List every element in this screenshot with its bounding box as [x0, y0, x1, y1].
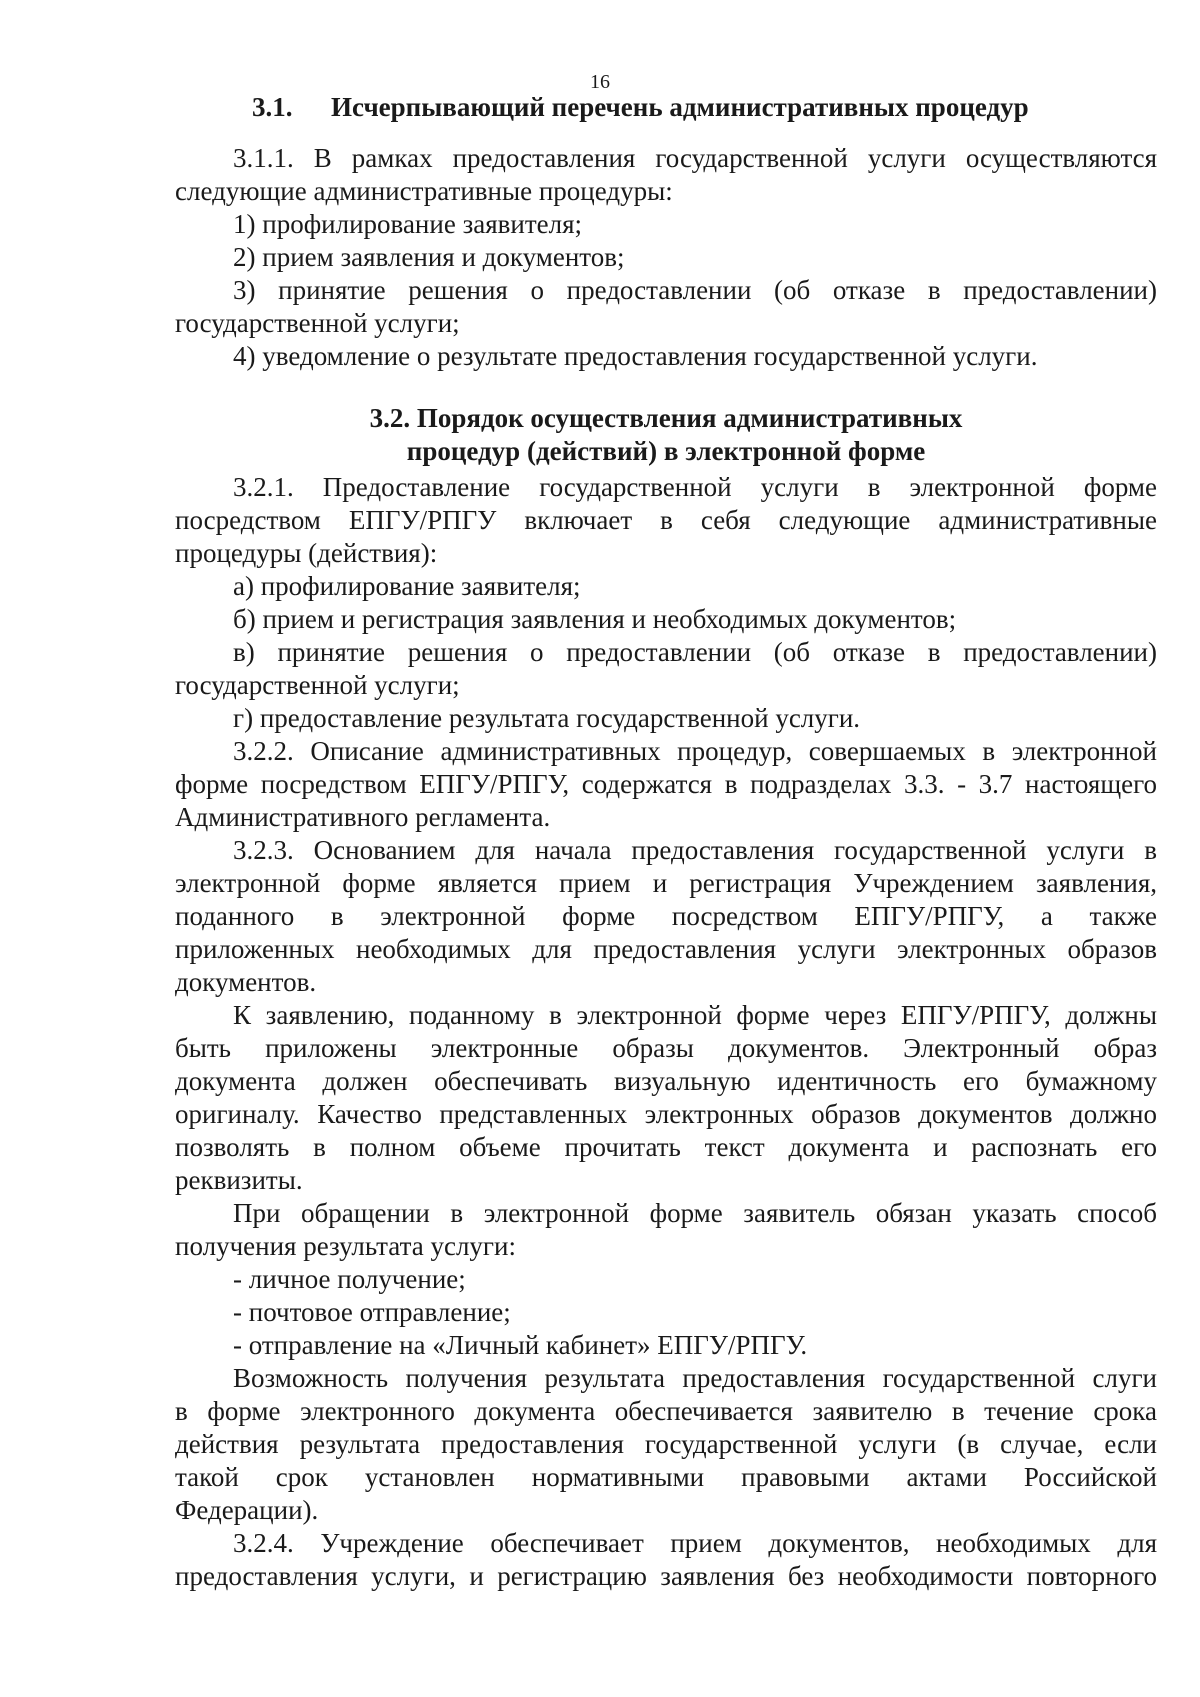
- list-item: 4) уведомление о результате предоставления государственной услуги.: [233, 341, 1038, 371]
- text-line: Административного регламента.: [175, 802, 551, 832]
- text-line: приложенных необходимых для предоставления услуги электронных образов: [175, 934, 1157, 964]
- text-line: форме посредством ЕПГУ/РПГУ, содержатся в подразделах 3.3. - 3.7 настоящего: [175, 769, 1157, 799]
- text-line: государственной услуги;: [175, 308, 460, 338]
- text-line: электронной форме является прием и регистрация Учреждением заявления,: [175, 868, 1157, 898]
- text-line: Возможность получения результата предоставления государственной слуги: [233, 1363, 1157, 1393]
- text-line: документов.: [175, 967, 317, 997]
- text-line: 3.2.1. Предоставление государственной услуги в электронной форме: [233, 472, 1157, 502]
- section-3-1-title: Исчерпывающий перечень административных процедур: [331, 92, 1029, 122]
- section-3-1-number: 3.1.: [252, 92, 293, 122]
- text-line: получения результата услуги:: [175, 1231, 516, 1261]
- list-item: 3) принятие решения о предоставлении (об отказе в предоставлении): [233, 275, 1157, 305]
- list-item: 1) профилирование заявителя;: [233, 209, 583, 239]
- text-line: реквизиты.: [175, 1165, 303, 1195]
- list-item: а) профилирование заявителя;: [233, 571, 581, 601]
- list-item: б) прием и регистрация заявления и необходимых документов;: [233, 604, 957, 634]
- text-line: поданного в электронной форме посредством ЕПГУ/РПГУ, а также: [175, 901, 1157, 931]
- text-line: предоставления услуги, и регистрацию заявления без необходимости повторного: [175, 1561, 1157, 1591]
- text-line: действия результата предоставления государственной услуги (в случае, если: [175, 1429, 1157, 1459]
- section-3-2-heading-line1: 3.2. Порядок осуществления административных: [369, 403, 963, 433]
- text-line: позволять в полном объеме прочитать текст документа и распознать его: [175, 1132, 1157, 1162]
- text-line: 3.2.2. Описание административных процедур, совершаемых в электронной: [233, 736, 1157, 766]
- text-line: При обращении в электронной форме заявитель обязан указать способ: [233, 1198, 1157, 1228]
- text-line: документа должен обеспечивать визуальную идентичность его бумажному: [175, 1066, 1157, 1096]
- section-3-2-heading-line2: процедур (действий) в электронной форме: [406, 436, 926, 466]
- text-line: 3.1.1. В рамках предоставления государственной услуги осуществляются: [233, 143, 1157, 173]
- text-line: оригиналу. Качество представленных электронных образов документов должно: [175, 1099, 1157, 1129]
- list-item: - личное получение;: [233, 1264, 466, 1294]
- list-item: - почтовое отправление;: [233, 1297, 511, 1327]
- text-line: быть приложены электронные образы документов. Электронный образ: [175, 1033, 1157, 1063]
- text-line: 3.2.3. Основанием для начала предоставления государственной услуги в: [233, 835, 1157, 865]
- list-item: 2) прием заявления и документов;: [233, 242, 625, 272]
- text-line: следующие административные процедуры:: [175, 176, 673, 206]
- list-item: г) предоставление результата государственной услуги.: [233, 703, 861, 733]
- text-line: 3.2.4. Учреждение обеспечивает прием документов, необходимых для: [233, 1528, 1157, 1558]
- text-line: процедуры (действия):: [175, 538, 438, 568]
- list-item: в) принятие решения о предоставлении (об отказе в предоставлении): [233, 637, 1157, 667]
- text-line: Федерации).: [175, 1495, 319, 1525]
- text-line: в форме электронного документа обеспечивается заявителю в течение срока: [175, 1396, 1157, 1426]
- page-number: 16: [590, 71, 610, 93]
- section-3-1-heading: [175, 91, 1157, 124]
- text-line: посредством ЕПГУ/РПГУ включает в себя следующие административные: [175, 505, 1157, 535]
- text-line: К заявлению, поданному в электронной форме через ЕПГУ/РПГУ, должны: [233, 1000, 1157, 1030]
- text-line: государственной услуги;: [175, 670, 460, 700]
- text-line: такой срок установлен нормативными правовыми актами Российской: [175, 1462, 1157, 1492]
- list-item: - отправление на «Личный кабинет» ЕПГУ/РПГУ.: [233, 1330, 808, 1360]
